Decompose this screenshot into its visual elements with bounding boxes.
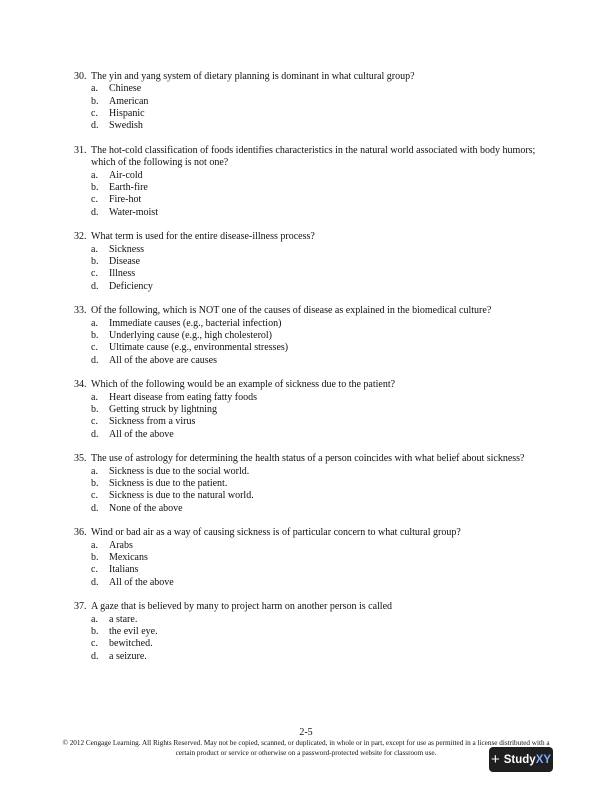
option-letter: b. — [91, 404, 99, 416]
option-letter: d. — [91, 502, 99, 514]
answer-option — [74, 490, 554, 502]
question-stem — [74, 379, 554, 391]
answer-option — [74, 564, 554, 576]
option-text: a stare. — [109, 613, 138, 625]
question-text: The use of astrology for determining the health status of a person coincides with what belief about sickness? — [91, 453, 525, 465]
option-text: All of the above — [109, 428, 174, 440]
question-stem — [74, 601, 554, 613]
option-text: bewitched. — [109, 638, 153, 650]
option-letter: d. — [91, 280, 99, 292]
answer-option — [74, 429, 554, 441]
question-number: 35. — [74, 453, 87, 465]
answer-option — [74, 404, 554, 416]
question-text: Which of the following would be an example of sickness due to the patient? — [91, 379, 396, 391]
question-text: Wind or bad air as a way of causing sickness is of particular concern to what cultural group? — [91, 527, 461, 539]
option-letter: c. — [91, 416, 98, 428]
answer-option — [74, 256, 554, 268]
option-letter: b. — [91, 330, 99, 342]
option-letter: a. — [91, 169, 98, 181]
answer-option — [74, 638, 554, 650]
option-text: Sickness — [109, 243, 144, 255]
option-text: Illness — [109, 268, 136, 280]
option-letter: b. — [91, 256, 99, 268]
question — [74, 145, 554, 219]
answer-option — [74, 330, 554, 342]
option-letter: c. — [91, 194, 98, 206]
option-letter: b. — [91, 626, 99, 638]
question-text: The hot-cold classification of foods identifies characteristics in the natural world associated with body humors; which of the following is not one? — [91, 145, 536, 169]
answer-option — [74, 478, 554, 490]
question — [74, 601, 554, 663]
question-number: 32. — [74, 231, 87, 243]
option-text: Heart disease from eating fatty foods — [109, 391, 258, 403]
option-text: None of the above — [109, 502, 183, 514]
option-text: Earth-fire — [109, 182, 148, 194]
option-letter: b. — [91, 478, 99, 490]
option-letter: a. — [91, 391, 98, 403]
option-text: a seizure. — [109, 650, 147, 662]
option-text: Mexicans — [109, 552, 148, 564]
option-letter: c. — [91, 108, 98, 120]
option-text: All of the above are causes — [109, 354, 218, 366]
question — [74, 231, 554, 293]
question-text: Of the following, which is NOT one of the causes of disease as explained in the biomedical culture? — [91, 305, 492, 317]
option-text: Getting struck by lightning — [109, 404, 218, 416]
question-list — [74, 71, 554, 675]
copyright-notice: © 2012 Cengage Learning. All Rights Reserved. May not be copied, scanned, or duplicated, in whole or in part, except for use as permitted in a license distributed with a certain product or service or otherwise on a password-protected website for classroom use. — [62, 739, 550, 757]
option-text: Air-cold — [109, 169, 143, 181]
option-text: Swedish — [109, 120, 143, 132]
question-stem — [74, 231, 554, 243]
question-stem — [74, 527, 554, 539]
badge-xy-text: XY — [535, 753, 552, 766]
question — [74, 527, 554, 589]
option-letter: c. — [91, 490, 98, 502]
answer-option — [74, 392, 554, 404]
answer-option — [74, 170, 554, 182]
option-letter: a. — [91, 317, 98, 329]
option-text: Sickness is due to the social world. — [109, 465, 250, 477]
answer-option — [74, 83, 554, 95]
option-text: Italians — [109, 564, 139, 576]
option-letter: b. — [91, 182, 99, 194]
option-letter: d. — [91, 120, 99, 132]
option-letter: c. — [91, 564, 98, 576]
option-letter: a. — [91, 83, 98, 95]
option-letter: a. — [91, 539, 98, 551]
option-letter: b. — [91, 95, 99, 107]
option-letter: c. — [91, 268, 98, 280]
answer-option — [74, 108, 554, 120]
option-text: Underlying cause (e.g., high cholesterol) — [109, 330, 273, 342]
answer-option — [74, 120, 554, 132]
answer-option — [74, 540, 554, 552]
studyxy-badge[interactable] — [489, 747, 553, 772]
answer-option — [74, 194, 554, 206]
answer-option — [74, 577, 554, 589]
answer-option — [74, 503, 554, 515]
option-text: Fire-hot — [109, 194, 142, 206]
question-stem — [74, 453, 554, 465]
page-number: 2-5 — [299, 727, 313, 738]
question — [74, 305, 554, 367]
option-text: Immediate causes (e.g., bacterial infection) — [109, 317, 282, 329]
answer-option — [74, 342, 554, 354]
answer-option — [74, 552, 554, 564]
question-stem — [74, 145, 554, 170]
option-text: Disease — [109, 256, 141, 268]
option-letter: c. — [91, 638, 98, 650]
answer-option — [74, 207, 554, 219]
question — [74, 71, 554, 133]
option-text: American — [109, 95, 149, 107]
answer-option — [74, 281, 554, 293]
option-letter: c. — [91, 342, 98, 354]
option-text: Sickness is due to the natural world. — [109, 490, 254, 502]
option-letter: d. — [91, 354, 99, 366]
option-text: Sickness from a virus — [109, 416, 196, 428]
answer-option — [74, 466, 554, 478]
option-text: the evil eye. — [109, 626, 158, 638]
question-number: 34. — [74, 379, 87, 391]
plus-icon: + — [490, 751, 500, 768]
answer-option — [74, 614, 554, 626]
question-number: 37. — [74, 601, 87, 613]
option-text: All of the above — [109, 576, 174, 588]
answer-option — [74, 96, 554, 108]
option-letter: d. — [91, 206, 99, 218]
question-stem — [74, 71, 554, 83]
badge-study-text: Study — [503, 753, 536, 766]
answer-option — [74, 318, 554, 330]
answer-option — [74, 651, 554, 663]
option-text: Deficiency — [109, 280, 153, 292]
option-letter: d. — [91, 650, 99, 662]
option-letter: b. — [91, 552, 99, 564]
answer-option — [74, 268, 554, 280]
option-text: Chinese — [109, 83, 142, 95]
question-stem — [74, 305, 554, 317]
question-number: 31. — [74, 145, 87, 157]
answer-option — [74, 182, 554, 194]
question-number: 30. — [74, 71, 87, 82]
question-text: A gaze that is believed by many to project harm on another person is called — [91, 601, 393, 613]
option-letter: a. — [91, 243, 98, 255]
question-number: 33. — [74, 305, 87, 317]
question-text: The yin and yang system of dietary planning is dominant in what cultural group? — [91, 71, 415, 82]
question-number: 36. — [74, 527, 87, 539]
answer-option — [74, 244, 554, 256]
option-text: Arabs — [109, 539, 133, 551]
option-text: Sickness is due to the patient. — [109, 478, 228, 490]
option-text: Hispanic — [109, 108, 145, 120]
option-letter: d. — [91, 576, 99, 588]
answer-option — [74, 355, 554, 367]
option-letter: a. — [91, 613, 98, 625]
question-text: What term is used for the entire disease-illness process? — [91, 231, 315, 243]
option-letter: a. — [91, 465, 98, 477]
option-letter: d. — [91, 428, 99, 440]
answer-option — [74, 416, 554, 428]
option-text: Water-moist — [109, 206, 158, 218]
option-text: Ultimate cause (e.g., environmental stresses) — [109, 342, 289, 354]
question — [74, 453, 554, 515]
answer-option — [74, 626, 554, 638]
question — [74, 379, 554, 441]
